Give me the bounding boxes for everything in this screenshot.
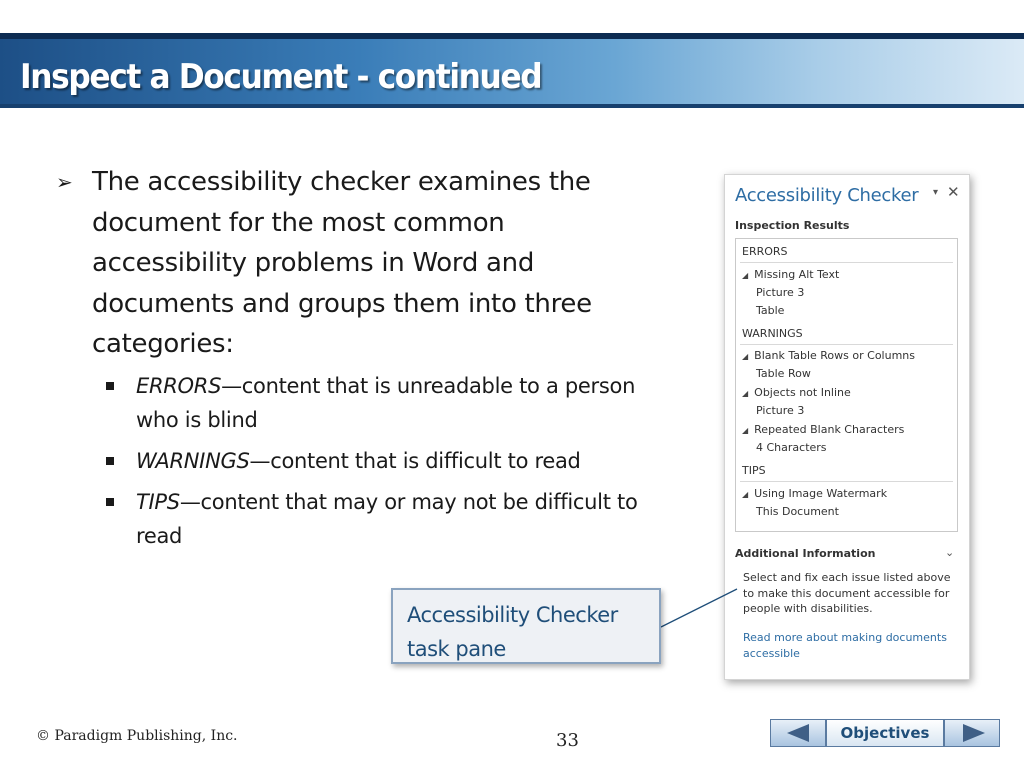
divider	[740, 262, 953, 263]
sub-bullet-term: ERRORS	[136, 373, 222, 398]
divider	[740, 481, 953, 482]
sub-bullet-tips	[136, 485, 656, 553]
additional-information-label[interactable]: Additional Information	[735, 547, 876, 560]
sub-bullet-text: —content that is unreadable to a person who is blind	[136, 373, 636, 432]
arrow-left-icon	[787, 724, 809, 742]
banner-bottom-stripe	[0, 104, 1024, 108]
inspection-results-label: Inspection Results	[735, 219, 850, 232]
copyright-text: © Paradigm Publishing, Inc.	[36, 728, 238, 744]
sub-bullet-text: —content that may or may not be difficult to read	[136, 489, 638, 548]
result-subitem-this-document[interactable]: This Document	[756, 505, 839, 518]
sub-bullet-term: WARNINGS	[136, 448, 250, 473]
errors-category: ERRORS	[742, 245, 788, 258]
additional-information-text: Select and fix each issue listed above to make this document accessible for people with disabilities.	[743, 571, 951, 615]
result-item-label: Repeated Blank Characters	[754, 423, 905, 436]
result-item-using-image-watermark[interactable]	[742, 487, 887, 500]
warnings-category: WARNINGS	[742, 327, 803, 340]
result-subitem-4-characters[interactable]: 4 Characters	[756, 441, 827, 454]
result-item-label: Missing Alt Text	[754, 268, 840, 281]
callout-line-2: task pane	[407, 637, 506, 661]
callout-line-1: Accessibility Checker	[407, 603, 618, 627]
main-bullet	[56, 162, 656, 365]
sub-bullet-term: TIPS	[136, 489, 180, 514]
expand-triangle-icon[interactable]: ◢	[742, 389, 749, 398]
result-item-blank-table-rows[interactable]	[742, 349, 915, 362]
inspection-results-box	[735, 238, 958, 532]
main-bullet-text: The accessibility checker examines the document for the most common accessibility problems in Word and documents and groups them into three categories:	[92, 167, 592, 359]
previous-slide-button[interactable]	[770, 719, 826, 747]
banner-top-stripe	[0, 33, 1024, 39]
sub-bullet-warnings	[136, 444, 656, 478]
square-bullet-icon	[106, 457, 114, 465]
slide-title: Inspect a Document - continued	[20, 57, 542, 97]
arrow-bullet-icon: ➢	[56, 170, 73, 194]
expand-triangle-icon[interactable]: ◢	[742, 271, 749, 280]
result-subitem-table-row[interactable]: Table Row	[756, 367, 811, 380]
chevron-down-icon[interactable]: ⌄	[945, 546, 955, 559]
tips-category: TIPS	[742, 464, 766, 477]
result-subitem-table[interactable]: Table	[756, 304, 785, 317]
page-number: 33	[556, 730, 579, 751]
objectives-label: Objectives	[840, 724, 930, 742]
result-item-objects-not-inline[interactable]	[742, 386, 851, 399]
result-subitem-picture-3[interactable]: Picture 3	[756, 404, 805, 417]
result-item-missing-alt-text[interactable]	[742, 268, 839, 281]
callout-text	[407, 598, 618, 666]
result-item-label: Blank Table Rows or Columns	[754, 349, 915, 362]
bullet-list	[56, 162, 656, 560]
result-item-label: Using Image Watermark	[754, 487, 888, 500]
accessibility-checker-pane	[724, 174, 970, 680]
expand-triangle-icon[interactable]: ◢	[742, 490, 749, 499]
divider	[740, 344, 953, 345]
sub-bullet-errors	[136, 369, 656, 437]
result-item-repeated-blank-characters[interactable]	[742, 423, 904, 436]
result-subitem-picture-3[interactable]: Picture 3	[756, 286, 805, 299]
callout-box	[391, 588, 661, 664]
expand-triangle-icon[interactable]: ◢	[742, 352, 749, 361]
square-bullet-icon	[106, 382, 114, 390]
square-bullet-icon	[106, 498, 114, 506]
result-item-label: Objects not Inline	[754, 386, 851, 399]
objectives-button[interactable]	[826, 719, 944, 747]
next-slide-button[interactable]	[944, 719, 1000, 747]
pane-close-icon[interactable]: ✕	[947, 183, 960, 201]
sub-bullet-list	[56, 369, 656, 553]
pane-title: Accessibility Checker	[735, 185, 919, 206]
expand-triangle-icon[interactable]: ◢	[742, 426, 749, 435]
arrow-right-icon	[963, 724, 985, 742]
pane-options-chevron-down-icon[interactable]: ▾	[933, 187, 939, 198]
sub-bullet-text: —content that is difficult to read	[249, 448, 581, 473]
title-banner	[0, 33, 1024, 108]
read-more-link[interactable]: Read more about making documents accessible	[743, 631, 947, 660]
